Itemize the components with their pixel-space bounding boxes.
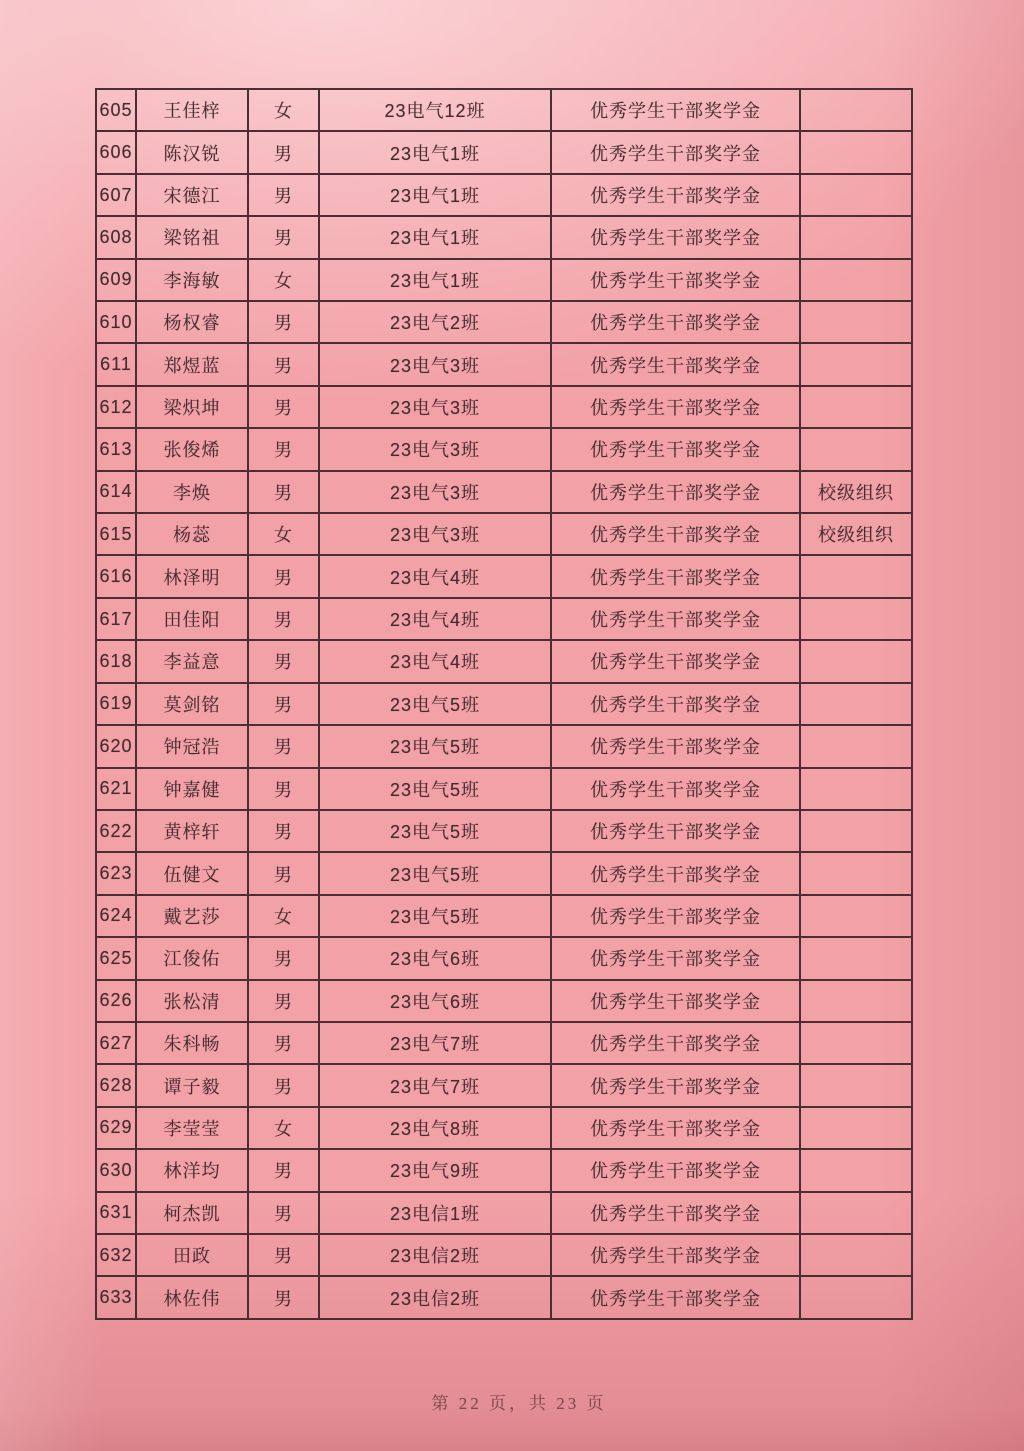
row-number-cell: 610 <box>96 301 136 343</box>
table-row <box>96 89 912 131</box>
name-cell: 李莹莹 <box>136 1107 248 1149</box>
gender-cell: 男 <box>248 1192 319 1234</box>
gender-cell: 男 <box>248 683 319 725</box>
gender-cell: 男 <box>248 216 319 258</box>
award-cell: 优秀学生干部奖学金 <box>551 1149 800 1191</box>
row-number-cell: 606 <box>96 131 136 173</box>
name-cell: 莫剑铭 <box>136 683 248 725</box>
table-row <box>96 259 912 301</box>
class-cell: 23电信2班 <box>319 1234 551 1276</box>
note-cell <box>800 810 912 852</box>
table-row <box>96 810 912 852</box>
table-row <box>96 174 912 216</box>
note-cell <box>800 89 912 131</box>
table-row <box>96 301 912 343</box>
gender-cell: 男 <box>248 428 319 470</box>
gender-cell: 女 <box>248 89 319 131</box>
name-cell: 张松清 <box>136 980 248 1022</box>
table-row <box>96 1276 912 1319</box>
award-cell: 优秀学生干部奖学金 <box>551 683 800 725</box>
name-cell: 林泽明 <box>136 555 248 597</box>
table-row <box>96 725 912 767</box>
row-number-cell: 628 <box>96 1064 136 1106</box>
class-cell: 23电气3班 <box>319 471 551 513</box>
award-cell: 优秀学生干部奖学金 <box>551 513 800 555</box>
table-row <box>96 513 912 555</box>
name-cell: 梁铭祖 <box>136 216 248 258</box>
award-cell: 优秀学生干部奖学金 <box>551 1107 800 1149</box>
class-cell: 23电气5班 <box>319 725 551 767</box>
name-cell: 杨权睿 <box>136 301 248 343</box>
class-cell: 23电气3班 <box>319 513 551 555</box>
award-cell: 优秀学生干部奖学金 <box>551 131 800 173</box>
row-number-cell: 630 <box>96 1149 136 1191</box>
class-cell: 23电气5班 <box>319 895 551 937</box>
name-cell: 陈汉锐 <box>136 131 248 173</box>
class-cell: 23电气6班 <box>319 937 551 979</box>
row-number-cell: 629 <box>96 1107 136 1149</box>
award-cell: 优秀学生干部奖学金 <box>551 174 800 216</box>
table-row <box>96 216 912 258</box>
class-cell: 23电气7班 <box>319 1064 551 1106</box>
row-number-cell: 632 <box>96 1234 136 1276</box>
class-cell: 23电气6班 <box>319 980 551 1022</box>
table-row <box>96 428 912 470</box>
table-row <box>96 343 912 385</box>
table-row <box>96 471 912 513</box>
note-cell <box>800 598 912 640</box>
class-cell: 23电气12班 <box>319 89 551 131</box>
row-number-cell: 631 <box>96 1192 136 1234</box>
gender-cell: 男 <box>248 768 319 810</box>
name-cell: 林洋均 <box>136 1149 248 1191</box>
award-cell: 优秀学生干部奖学金 <box>551 89 800 131</box>
class-cell: 23电气5班 <box>319 852 551 894</box>
note-cell <box>800 725 912 767</box>
gender-cell: 男 <box>248 852 319 894</box>
class-cell: 23电气5班 <box>319 810 551 852</box>
gender-cell: 男 <box>248 598 319 640</box>
gender-cell: 女 <box>248 513 319 555</box>
class-cell: 23电气2班 <box>319 301 551 343</box>
row-number-cell: 618 <box>96 640 136 682</box>
table-row <box>96 386 912 428</box>
note-cell <box>800 555 912 597</box>
table-row <box>96 683 912 725</box>
row-number-cell: 619 <box>96 683 136 725</box>
name-cell: 钟嘉健 <box>136 768 248 810</box>
table-row <box>96 1107 912 1149</box>
award-cell: 优秀学生干部奖学金 <box>551 1234 800 1276</box>
award-cell: 优秀学生干部奖学金 <box>551 852 800 894</box>
award-cell: 优秀学生干部奖学金 <box>551 1192 800 1234</box>
note-cell <box>800 980 912 1022</box>
note-cell <box>800 428 912 470</box>
class-cell: 23电气1班 <box>319 131 551 173</box>
note-cell <box>800 259 912 301</box>
gender-cell: 男 <box>248 471 319 513</box>
row-number-cell: 627 <box>96 1022 136 1064</box>
table-row <box>96 1149 912 1191</box>
row-number-cell: 626 <box>96 980 136 1022</box>
award-cell: 优秀学生干部奖学金 <box>551 471 800 513</box>
table-row <box>96 1022 912 1064</box>
award-cell: 优秀学生干部奖学金 <box>551 895 800 937</box>
award-cell: 优秀学生干部奖学金 <box>551 343 800 385</box>
note-cell <box>800 640 912 682</box>
gender-cell: 女 <box>248 1107 319 1149</box>
name-cell: 张俊烯 <box>136 428 248 470</box>
award-cell: 优秀学生干部奖学金 <box>551 1276 800 1319</box>
name-cell: 田佳阳 <box>136 598 248 640</box>
row-number-cell: 613 <box>96 428 136 470</box>
table-row <box>96 1192 912 1234</box>
row-number-cell: 623 <box>96 852 136 894</box>
gender-cell: 男 <box>248 980 319 1022</box>
row-number-cell: 620 <box>96 725 136 767</box>
gender-cell: 男 <box>248 1149 319 1191</box>
note-cell <box>800 1022 912 1064</box>
note-cell <box>800 386 912 428</box>
class-cell: 23电气8班 <box>319 1107 551 1149</box>
class-cell: 23电气1班 <box>319 259 551 301</box>
gender-cell: 男 <box>248 1022 319 1064</box>
gender-cell: 男 <box>248 1064 319 1106</box>
note-cell <box>800 174 912 216</box>
note-cell <box>800 131 912 173</box>
gender-cell: 男 <box>248 386 319 428</box>
note-cell <box>800 1107 912 1149</box>
gender-cell: 男 <box>248 725 319 767</box>
row-number-cell: 612 <box>96 386 136 428</box>
class-cell: 23电气4班 <box>319 640 551 682</box>
award-cell: 优秀学生干部奖学金 <box>551 1064 800 1106</box>
table-row <box>96 555 912 597</box>
gender-cell: 男 <box>248 555 319 597</box>
award-cell: 优秀学生干部奖学金 <box>551 768 800 810</box>
row-number-cell: 616 <box>96 555 136 597</box>
name-cell: 林佐伟 <box>136 1276 248 1319</box>
name-cell: 黄梓轩 <box>136 810 248 852</box>
row-number-cell: 614 <box>96 471 136 513</box>
table-row <box>96 640 912 682</box>
award-cell: 优秀学生干部奖学金 <box>551 386 800 428</box>
table-row <box>96 895 912 937</box>
note-cell <box>800 768 912 810</box>
gender-cell: 男 <box>248 343 319 385</box>
gender-cell: 男 <box>248 937 319 979</box>
table-row <box>96 852 912 894</box>
note-cell <box>800 1276 912 1319</box>
row-number-cell: 622 <box>96 810 136 852</box>
award-cell: 优秀学生干部奖学金 <box>551 216 800 258</box>
class-cell: 23电气4班 <box>319 555 551 597</box>
gender-cell: 女 <box>248 259 319 301</box>
note-cell <box>800 683 912 725</box>
row-number-cell: 607 <box>96 174 136 216</box>
award-cell: 优秀学生干部奖学金 <box>551 1022 800 1064</box>
table-row <box>96 1064 912 1106</box>
name-cell: 梁炽坤 <box>136 386 248 428</box>
row-number-cell: 609 <box>96 259 136 301</box>
gender-cell: 男 <box>248 810 319 852</box>
note-cell <box>800 852 912 894</box>
name-cell: 柯杰凯 <box>136 1192 248 1234</box>
table-row <box>96 768 912 810</box>
class-cell: 23电气3班 <box>319 343 551 385</box>
note-cell <box>800 1234 912 1276</box>
row-number-cell: 611 <box>96 343 136 385</box>
note-cell <box>800 301 912 343</box>
award-cell: 优秀学生干部奖学金 <box>551 301 800 343</box>
gender-cell: 男 <box>248 174 319 216</box>
name-cell: 朱科畅 <box>136 1022 248 1064</box>
row-number-cell: 621 <box>96 768 136 810</box>
note-cell <box>800 343 912 385</box>
row-number-cell: 633 <box>96 1276 136 1319</box>
name-cell: 李焕 <box>136 471 248 513</box>
table-row <box>96 598 912 640</box>
class-cell: 23电气1班 <box>319 216 551 258</box>
class-cell: 23电信1班 <box>319 1192 551 1234</box>
award-cell: 优秀学生干部奖学金 <box>551 980 800 1022</box>
name-cell: 李海敏 <box>136 259 248 301</box>
class-cell: 23电气3班 <box>319 428 551 470</box>
name-cell: 钟冠浩 <box>136 725 248 767</box>
row-number-cell: 617 <box>96 598 136 640</box>
name-cell: 田政 <box>136 1234 248 1276</box>
award-cell: 优秀学生干部奖学金 <box>551 937 800 979</box>
name-cell: 郑煜蓝 <box>136 343 248 385</box>
table-row <box>96 1234 912 1276</box>
gender-cell: 男 <box>248 131 319 173</box>
class-cell: 23电气9班 <box>319 1149 551 1191</box>
class-cell: 23电气3班 <box>319 386 551 428</box>
class-cell: 23电气1班 <box>319 174 551 216</box>
award-cell: 优秀学生干部奖学金 <box>551 810 800 852</box>
note-cell <box>800 937 912 979</box>
name-cell: 戴艺莎 <box>136 895 248 937</box>
gender-cell: 男 <box>248 1234 319 1276</box>
gender-cell: 男 <box>248 1276 319 1319</box>
table-row <box>96 937 912 979</box>
award-cell: 优秀学生干部奖学金 <box>551 428 800 470</box>
name-cell: 谭子毅 <box>136 1064 248 1106</box>
row-number-cell: 605 <box>96 89 136 131</box>
table-row <box>96 980 912 1022</box>
class-cell: 23电气5班 <box>319 683 551 725</box>
table-row <box>96 131 912 173</box>
class-cell: 23电气5班 <box>319 768 551 810</box>
note-cell <box>800 895 912 937</box>
name-cell: 江俊佑 <box>136 937 248 979</box>
class-cell: 23电气4班 <box>319 598 551 640</box>
name-cell: 杨蕊 <box>136 513 248 555</box>
award-cell: 优秀学生干部奖学金 <box>551 640 800 682</box>
name-cell: 王佳梓 <box>136 89 248 131</box>
note-cell <box>800 1149 912 1191</box>
note-cell: 校级组织 <box>800 471 912 513</box>
student-table-body <box>96 89 912 1319</box>
gender-cell: 男 <box>248 301 319 343</box>
class-cell: 23电信2班 <box>319 1276 551 1319</box>
gender-cell: 女 <box>248 895 319 937</box>
name-cell: 宋德江 <box>136 174 248 216</box>
row-number-cell: 624 <box>96 895 136 937</box>
award-cell: 优秀学生干部奖学金 <box>551 259 800 301</box>
student-table <box>95 88 913 1320</box>
note-cell: 校级组织 <box>800 513 912 555</box>
name-cell: 伍健文 <box>136 852 248 894</box>
gender-cell: 男 <box>248 640 319 682</box>
award-cell: 优秀学生干部奖学金 <box>551 725 800 767</box>
note-cell <box>800 1064 912 1106</box>
row-number-cell: 625 <box>96 937 136 979</box>
note-cell <box>800 216 912 258</box>
row-number-cell: 615 <box>96 513 136 555</box>
name-cell: 李益意 <box>136 640 248 682</box>
award-cell: 优秀学生干部奖学金 <box>551 598 800 640</box>
row-number-cell: 608 <box>96 216 136 258</box>
award-cell: 优秀学生干部奖学金 <box>551 555 800 597</box>
page-footer: 第 22 页，共 23 页 <box>431 1394 607 1413</box>
note-cell <box>800 1192 912 1234</box>
class-cell: 23电气7班 <box>319 1022 551 1064</box>
